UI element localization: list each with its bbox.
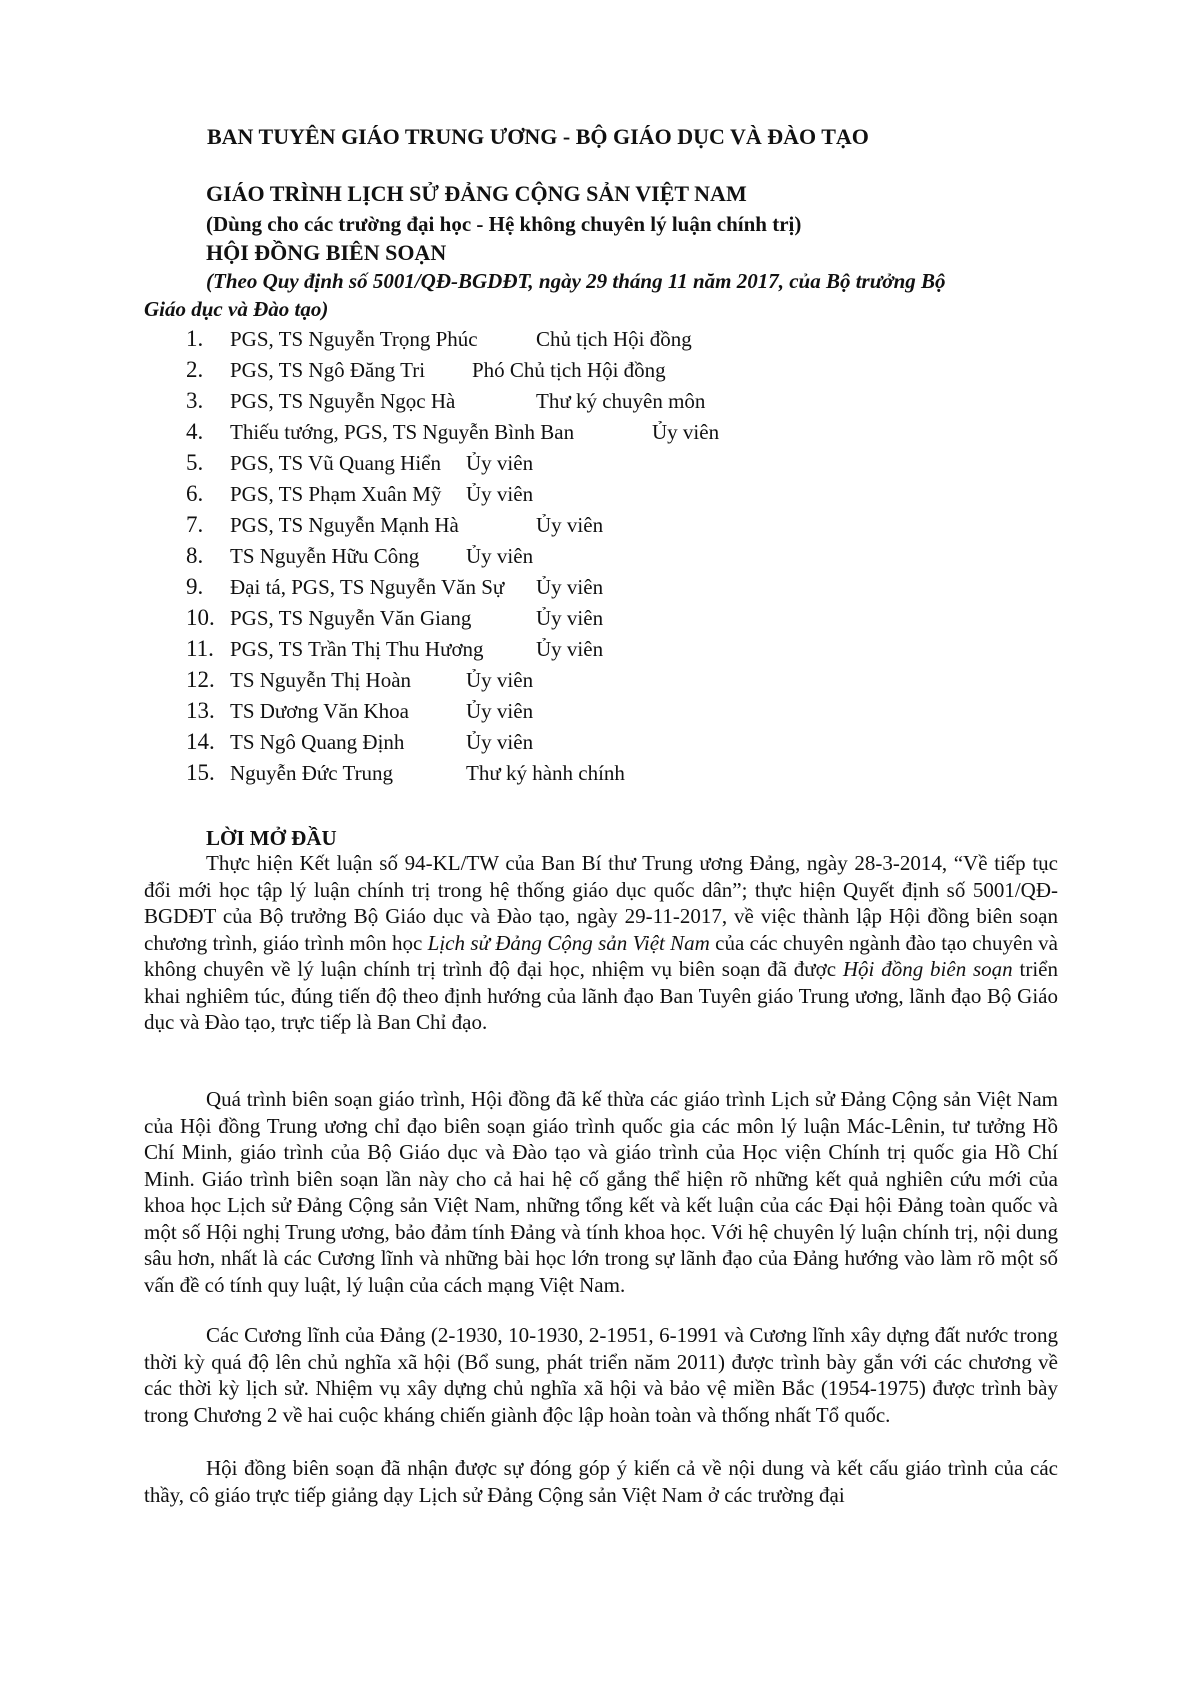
- member-role: Thư ký chuyên môn: [536, 389, 706, 413]
- member-name: PGS, TS Vũ Quang Hiển: [230, 451, 441, 475]
- preface-paragraph-4: Hội đồng biên soạn đã nhận được sự đóng góp ý kiến cả về nội dung và kết cấu giáo trình của các thầy, cô giáo trực tiếp giảng dạy Lịch sử Đảng Cộng sản Việt Nam ở các trường đại: [144, 1456, 1058, 1507]
- member-number: 11.: [186, 636, 214, 661]
- member-role: Thư ký hành chính: [466, 761, 625, 785]
- member-number: 12.: [186, 667, 215, 692]
- member-role: Ủy viên: [536, 513, 604, 537]
- member-name: PGS, TS Nguyễn Mạnh Hà: [230, 513, 459, 537]
- decree-reference-line-1: (Theo Quy định số 5001/QĐ-BGDĐT, ngày 29 tháng 11 năm 2017, của Bộ trưởng Bộ: [206, 269, 946, 293]
- member-role: Chủ tịch Hội đồng: [536, 327, 692, 351]
- member-role: Ủy viên: [466, 699, 534, 723]
- member-number: 4.: [186, 419, 204, 444]
- member-number: 5.: [186, 450, 204, 475]
- agencies-header: BAN TUYÊN GIÁO TRUNG ƯƠNG - BỘ GIÁO DỤC VÀ ĐÀO TẠO: [207, 124, 869, 149]
- member-role: Ủy viên: [466, 482, 534, 506]
- member-number: 10.: [186, 605, 215, 630]
- member-name: PGS, TS Nguyễn Ngọc Hà: [230, 389, 456, 413]
- member-number: 14.: [186, 729, 215, 754]
- member-number: 13.: [186, 698, 215, 723]
- preface-paragraph-2: Quá trình biên soạn giáo trình, Hội đồng đã kế thừa các giáo trình Lịch sử Đảng Cộng sản Việt Nam của Hội đồng Trung ương chỉ đạo biên soạn giáo trình quốc gia các môn lý luận Mác-Lênin, tư tưởng Hồ Chí Minh, giáo trình của Bộ Giáo dục và Đào tạo và giáo trình của Học viện Chính trị quốc gia Hồ Chí Minh. Giáo trình biên soạn lần này cho cả hai hệ cố gắng thể hiện rõ những kết quả nghiên cứu mới của khoa học Lịch sử Đảng Cộng sản Việt Nam, những tổng kết và kết luận của các Đại hội Đảng toàn quốc và một số Hội nghị Trung ương, bảo đảm tính Đảng và tính khoa học. Với hệ chuyên lý luận chính trị, nội dung sâu hơn, nhất là các Cương lĩnh và những bài học lớn trong sự lãnh đạo của Đảng hướng vào làm rõ một số vấn đề có tính quy luật, lý luận của cách mạng Việt Nam.: [144, 1087, 1058, 1297]
- member-role: Ủy viên: [466, 730, 534, 754]
- member-role: Ủy viên: [466, 451, 534, 475]
- book-subtitle: (Dùng cho các trường đại học - Hệ không chuyên lý luận chính trị): [206, 212, 802, 236]
- member-role: Ủy viên: [536, 637, 604, 661]
- member-number: 15.: [186, 760, 215, 785]
- preface-paragraph-1: Thực hiện Kết luận số 94-KL/TW của Ban Bí thư Trung ương Đảng, ngày 28-3-2014, “Về tiếp tục đổi mới học tập lý luận chính trị trong hệ thống giáo dục quốc dân”; thực hiện Quyết định số 5001/QĐ-BGDĐT của Bộ trưởng Bộ Giáo dục và Đào tạo, ngày 29-11-2017, về việc thành lập Hội đồng biên soạn chương trình, giáo trình môn học Lịch sử Đảng Cộng sản Việt Nam của các chuyên ngành đào tạo chuyên và không chuyên về lý luận chính trị trình độ đại học, nhiệm vụ biên soạn đã được Hội đồng biên soạn triển khai nghiêm túc, đúng tiến độ theo định hướng của lãnh đạo Ban Tuyên giáo Trung ương, lãnh đạo Bộ Giáo dục và Đào tạo, trực tiếp là Ban Chỉ đạo.: [144, 851, 1058, 1034]
- member-name: PGS, TS Ngô Đăng Tri: [230, 358, 426, 382]
- member-role: Ủy viên: [536, 606, 604, 630]
- member-name: TS Ngô Quang Định: [230, 730, 405, 754]
- member-name: Đại tá, PGS, TS Nguyễn Văn Sự: [230, 575, 505, 599]
- member-name: PGS, TS Phạm Xuân Mỹ: [230, 482, 442, 506]
- member-number: 1.: [186, 326, 204, 351]
- member-number: 7.: [186, 512, 204, 537]
- member-name: PGS, TS Nguyễn Văn Giang: [230, 606, 472, 630]
- member-name: TS Nguyễn Hữu Công: [230, 544, 420, 568]
- member-role: Ủy viên: [536, 575, 604, 599]
- member-number: 2.: [186, 357, 204, 382]
- member-number: 6.: [186, 481, 204, 506]
- member-number: 3.: [186, 388, 204, 413]
- member-number: 8.: [186, 543, 204, 568]
- member-name: TS Nguyễn Thị Hoàn: [230, 668, 412, 692]
- member-role: Ủy viên: [652, 420, 720, 444]
- member-name: Thiếu tướng, PGS, TS Nguyễn Bình Ban: [230, 420, 575, 444]
- member-name: Nguyễn Đức Trung: [230, 761, 394, 785]
- preface-heading: LỜI MỞ ĐẦU: [206, 826, 337, 850]
- member-number: 9.: [186, 574, 204, 599]
- member-role: Ủy viên: [466, 544, 534, 568]
- member-name: PGS, TS Trần Thị Thu Hương: [230, 637, 484, 661]
- member-name: TS Dương Văn Khoa: [230, 699, 410, 723]
- member-role: Ủy viên: [466, 668, 534, 692]
- book-title: GIÁO TRÌNH LỊCH SỬ ĐẢNG CỘNG SẢN VIỆT NAM: [206, 181, 747, 206]
- member-name: PGS, TS Nguyễn Trọng Phúc: [230, 327, 478, 351]
- council-heading: HỘI ĐỒNG BIÊN SOẠN: [206, 240, 447, 265]
- member-role: Phó Chủ tịch Hội đồng: [472, 358, 666, 382]
- decree-reference-line-2: Giáo dục và Đào tạo): [144, 297, 329, 321]
- preface-paragraph-3: Các Cương lĩnh của Đảng (2-1930, 10-1930, 2-1951, 6-1991 và Cương lĩnh xây dựng đất nước trong thời kỳ quá độ lên chủ nghĩa xã hội (Bổ sung, phát triển năm 2011) được trình bày gắn với các chương về các thời kỳ lịch sử. Nhiệm vụ xây dựng chủ nghĩa xã hội và bảo vệ miền Bắc (1954-1975) được trình bày trong Chương 2 về hai cuộc kháng chiến giành độc lập hoàn toàn và thống nhất Tổ quốc.: [144, 1323, 1058, 1427]
